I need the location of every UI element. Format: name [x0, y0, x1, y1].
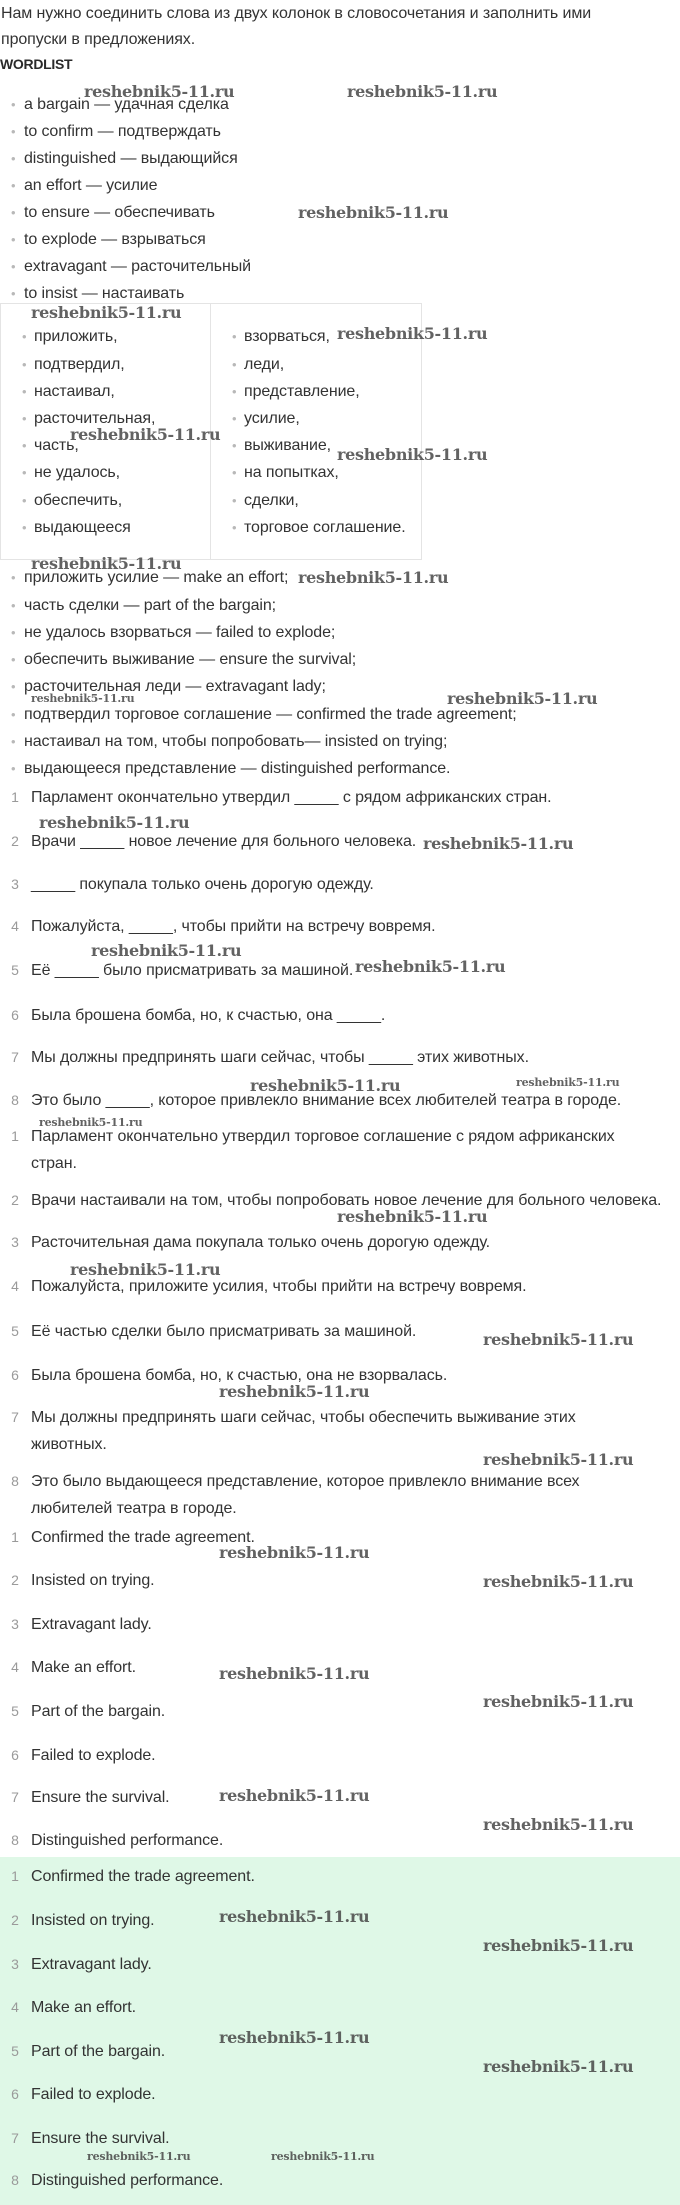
match-table-cell: • сделки, [211, 487, 421, 514]
highlighted-answer-item [0, 2081, 680, 2108]
item-text: Её _____ было присматривать за машиной. [31, 962, 354, 980]
match-table-cell: • представление, [211, 378, 421, 405]
item-text: Insisted on trying. [31, 1571, 155, 1589]
match-table-cell: • усилие, [211, 405, 421, 432]
watermark: reshebnik5-11.ru [70, 425, 221, 444]
watermark: reshebnik5-11.ru [31, 303, 182, 322]
item-text: Врачи настаивали на том, чтобы попробовать новое лечение для больного человека. [31, 1191, 662, 1209]
item-text: Distinguished performance. [31, 2172, 224, 2190]
answer-item [0, 1742, 680, 1769]
item-number: 6 [11, 2085, 19, 2102]
item-text: Make an effort. [31, 1998, 136, 2016]
item-text: Ensure the survival. [31, 1789, 170, 1807]
item-text: Extravagant lady. [31, 1615, 152, 1633]
wordlist-item: • distinguished — выдающийся [0, 145, 680, 172]
phrase-item: • обеспечить выживание — ensure the survival; [0, 646, 680, 673]
item-number: 3 [11, 1234, 19, 1251]
item-text: Ensure the survival. [31, 2129, 170, 2147]
item-number: 6 [11, 1366, 19, 1383]
item-text: Part of the bargain. [31, 1702, 166, 1720]
highlighted-answer-item [0, 1863, 680, 1890]
wordlist-item: • a bargain — удачная сделка [0, 91, 680, 118]
watermark: reshebnik5-11.ru [219, 1907, 370, 1926]
item-number: 2 [11, 1911, 19, 1928]
watermark: reshebnik5-11.ru [337, 1207, 488, 1226]
task-instruction: Нам нужно соединить слова из двух колонок в словосочетания и заполнить ими пропуски в предложениях. [1, 5, 592, 48]
item-text: Была брошена бомба, но, к счастью, она не взорвалась. [31, 1366, 448, 1384]
item-number: 2 [11, 832, 19, 849]
item-number: 5 [11, 2042, 19, 2059]
item-number: 6 [11, 1006, 19, 1023]
phrase-item: • подтвердил торговое соглашение — confirmed the trade agreement; [0, 701, 680, 728]
item-number: 7 [11, 1789, 19, 1806]
phrase-item: • не удалось взорваться — failed to explode; [0, 619, 680, 646]
watermark: reshebnik5-11.ru [70, 1260, 221, 1279]
match-table-cell: • приложить, [1, 323, 210, 350]
completed-sentence-item [0, 1229, 680, 1256]
watermark: reshebnik5-11.ru [219, 1543, 370, 1562]
match-table-cell: • не удалось, [1, 459, 210, 486]
match-table-cell: • выживание, [211, 432, 421, 459]
watermark: reshebnik5-11.ru [355, 957, 506, 976]
item-text: Distinguished performance. [31, 1832, 224, 1850]
watermark: reshebnik5-11.ru [31, 554, 182, 573]
wordlist [0, 91, 680, 307]
gap-sentence-item [0, 957, 680, 984]
match-table-cell: • выдающееся [1, 514, 210, 541]
item-text: Confirmed the trade agreement. [31, 1528, 255, 1546]
item-text: Парламент окончательно утвердил торговое соглашение с рядом африканских стран. [31, 1127, 615, 1172]
item-text: Парламент окончательно утвердил _____ с рядом африканских стран. [31, 788, 552, 806]
item-number: 7 [11, 2129, 19, 2146]
item-number: 5 [11, 962, 19, 979]
item-text: Её частью сделки было присматривать за машиной. [31, 1322, 417, 1340]
watermark: reshebnik5-11.ru [447, 689, 598, 708]
match-table-cell: • настаивал, [1, 378, 210, 405]
watermark: reshebnik5-11.ru [31, 692, 135, 705]
item-text: Расточительная дама покупала только очень дорогую одежду. [31, 1234, 490, 1252]
item-number: 1 [11, 1127, 19, 1144]
item-text: Failed to explode. [31, 2085, 156, 2103]
gap-sentence-item [0, 871, 680, 898]
item-text: Insisted on trying. [31, 1911, 155, 1929]
item-number: 8 [11, 1473, 19, 1490]
watermark: reshebnik5-11.ru [337, 445, 488, 464]
item-text: Это было _____, которое привлекло внимание всех любителей театра в городе. [31, 1091, 622, 1109]
item-number: 2 [11, 1571, 19, 1588]
phrase-list [0, 564, 680, 782]
watermark: reshebnik5-11.ru [219, 2028, 370, 2047]
item-text: Врачи _____ новое лечение для больного человека. [31, 832, 417, 850]
watermark: reshebnik5-11.ru [87, 2150, 191, 2163]
item-text: Пожалуйста, приложите усилия, чтобы прийти на встречу вовремя. [31, 1278, 527, 1296]
match-table-cell: • торговое соглашение. [211, 514, 421, 541]
watermark: reshebnik5-11.ru [219, 1382, 370, 1401]
item-number: 4 [11, 1658, 19, 1675]
gap-sentence-item [0, 784, 680, 811]
watermark: reshebnik5-11.ru [298, 568, 449, 587]
watermark: reshebnik5-11.ru [39, 1116, 143, 1129]
item-number: 4 [11, 1278, 19, 1295]
wordlist-item: • to ensure — обеспечивать [0, 199, 680, 226]
match-table-cell: • леди, [211, 351, 421, 378]
match-table-cell: • взорваться, [211, 323, 421, 350]
item-number: 4 [11, 1998, 19, 2015]
item-number: 5 [11, 1322, 19, 1339]
gap-sentence-item [0, 913, 680, 940]
highlighted-answer-item [0, 1994, 680, 2021]
watermark: reshebnik5-11.ru [84, 82, 235, 101]
item-text: Extravagant lady. [31, 1955, 152, 1973]
item-number: 3 [11, 875, 19, 892]
wordlist-item: • an effort — усилие [0, 172, 680, 199]
answer-item [0, 1611, 680, 1638]
item-number: 7 [11, 1409, 19, 1426]
item-number: 2 [11, 1191, 19, 1208]
item-number: 3 [11, 1615, 19, 1632]
phrase-item: • выдающееся представление — distinguished performance. [0, 755, 680, 782]
watermark: reshebnik5-11.ru [219, 1664, 370, 1683]
gap-sentence-item [0, 1002, 680, 1029]
phrase-item: • настаивал на том, чтобы попробовать— insisted on trying; [0, 728, 680, 755]
item-number: 1 [11, 1528, 19, 1545]
item-text: Была брошена бомба, но, к счастью, она _____. [31, 1006, 386, 1024]
wordlist-item: • to confirm — подтверждать [0, 118, 680, 145]
item-number: 7 [11, 1049, 19, 1066]
watermark: reshebnik5-11.ru [91, 941, 242, 960]
phrase-item: • часть сделки — part of the bargain; [0, 592, 680, 619]
item-number: 5 [11, 1702, 19, 1719]
match-table-cell: • обеспечить, [1, 487, 210, 514]
item-number: 8 [11, 1091, 19, 1108]
watermark: reshebnik5-11.ru [423, 834, 574, 853]
watermark: reshebnik5-11.ru [347, 82, 498, 101]
match-table-cell: • подтвердил, [1, 351, 210, 378]
highlighted-answer-item [0, 2167, 680, 2194]
watermark: reshebnik5-11.ru [219, 1786, 370, 1805]
match-table-cell: • часть, [1, 432, 210, 459]
match-table-cell: • расточительная, [1, 405, 210, 432]
item-text: Мы должны предпринять шаги сейчас, чтобы обеспечить выживание этих животных. [31, 1409, 576, 1454]
watermark: reshebnik5-11.ru [250, 1076, 401, 1095]
watermark: reshebnik5-11.ru [39, 813, 190, 832]
item-number: 8 [11, 1832, 19, 1849]
wordlist-item: • to insist — настаивать [0, 280, 680, 307]
watermark: reshebnik5-11.ru [483, 1450, 634, 1469]
completed-sentence-item [0, 1404, 680, 1454]
item-text: Make an effort. [31, 1658, 136, 1676]
wordlist-item: • to explode — взрываться [0, 226, 680, 253]
item-text: Мы должны предпринять шаги сейчас, чтобы _____ этих животных. [31, 1049, 529, 1067]
watermark: reshebnik5-11.ru [483, 1572, 634, 1591]
wordlist-item: • extravagant — расточительный [0, 253, 680, 280]
item-number: 3 [11, 1955, 19, 1972]
phrase-item: • приложить усилие — make an effort; [0, 564, 680, 591]
watermark: reshebnik5-11.ru [483, 1936, 634, 1955]
item-number: 6 [11, 1746, 19, 1763]
watermark: reshebnik5-11.ru [298, 203, 449, 222]
item-text: Это было выдающееся представление, которое привлекло внимание всех любителей театра в городе. [31, 1473, 580, 1518]
match-table-cell: • на попытках, [211, 459, 421, 486]
watermark: reshebnik5-11.ru [337, 324, 488, 343]
item-text: Пожалуйста, _____, чтобы прийти на встречу вовремя. [31, 918, 436, 936]
item-number: 8 [11, 2172, 19, 2189]
watermark: reshebnik5-11.ru [483, 1692, 634, 1711]
item-number: 1 [11, 1867, 19, 1884]
completed-sentence-item [0, 1468, 680, 1518]
wordlist-heading: WORDLIST [0, 56, 73, 72]
gap-sentence-item [0, 1044, 680, 1071]
phrase-item: • расточительная леди — extravagant lady; [0, 673, 680, 700]
watermark: reshebnik5-11.ru [483, 1330, 634, 1349]
item-text: Confirmed the trade agreement. [31, 1867, 255, 1885]
watermark: reshebnik5-11.ru [271, 2150, 375, 2163]
item-text: _____ покупала только очень дорогую одежду. [31, 875, 374, 893]
item-text: Failed to explode. [31, 1746, 156, 1764]
highlighted-answer-item [0, 2125, 680, 2152]
item-number: 4 [11, 918, 19, 935]
watermark: reshebnik5-11.ru [483, 1815, 634, 1834]
watermark: reshebnik5-11.ru [516, 1076, 620, 1089]
item-number: 1 [11, 788, 19, 805]
watermark: reshebnik5-11.ru [483, 2057, 634, 2076]
item-text: Part of the bargain. [31, 2042, 166, 2060]
